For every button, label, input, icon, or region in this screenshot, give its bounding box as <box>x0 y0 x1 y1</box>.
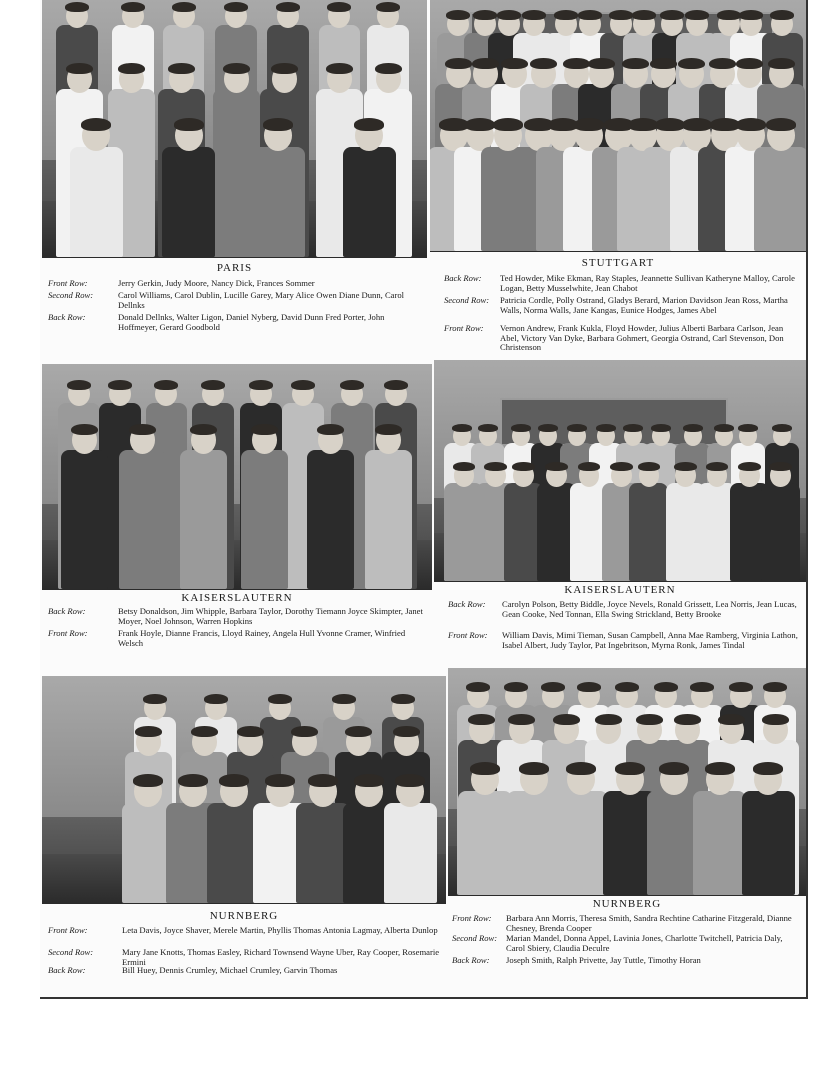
student-figure <box>761 464 800 582</box>
row-names: Frank Hoyle, Dianne Francis, Lloyd Rainey, Angela Hull Yvonne Cramer, Winfried Welsch <box>118 628 406 648</box>
row-names: Joseph Smith, Ralph Privette, Jay Tuttle, Timothy Horan <box>506 955 701 965</box>
student-figure <box>162 120 215 258</box>
row-names: Betsy Donaldson, Jim Whipple, Barbara Taylor, Dorothy Tiemann Joyce Skimpter, Janet Moyer, Noel Johnson, Warren Hopkins <box>118 606 423 626</box>
caption-title: STUTTGART <box>581 257 655 269</box>
row-label: Front Row: <box>448 630 488 640</box>
row-label: Back Row: <box>448 599 486 609</box>
row-label: Front Row: <box>48 628 88 638</box>
row-label: Second Row: <box>48 290 94 300</box>
student-figure <box>307 426 355 590</box>
caption-front-row <box>48 926 443 946</box>
student-figure <box>241 426 289 590</box>
student-figure <box>629 464 668 582</box>
student-figure <box>742 764 795 896</box>
row-names: Leta Davis, Joyce Shaver, Merele Martin, Phyllis Thomas Antonia Lagmay, Alberta Dunlop <box>122 925 438 935</box>
row-label: Back Row: <box>48 312 86 322</box>
caption-second-row <box>452 934 804 954</box>
caption-front-row <box>48 629 433 649</box>
class-photo-kaiserslautern-1 <box>42 364 432 590</box>
student-figure <box>555 764 608 896</box>
student-figure <box>458 764 511 896</box>
caption-back-row <box>48 966 443 978</box>
class-photo-nurnberg-1 <box>42 676 446 904</box>
class-photo-nurnberg-2 <box>448 668 806 896</box>
student-figure <box>61 426 109 590</box>
row-label: Front Row: <box>48 278 88 288</box>
student-figure <box>251 120 304 258</box>
student-figure <box>70 120 123 258</box>
student-figure <box>343 120 396 258</box>
row-label: Back Row: <box>48 606 86 616</box>
row-label: Front Row: <box>452 913 492 923</box>
caption-title: NURNBERG <box>592 898 662 910</box>
student-figure <box>693 764 746 896</box>
row-names: Mary Jane Knotts, Thomas Easley, Richard Townsend Wayne Uber, Ray Cooper, Rosemarie Ermini <box>122 947 440 967</box>
caption-second-row <box>48 291 428 311</box>
row-label: Back Row: <box>444 273 482 283</box>
caption-second-row <box>444 296 804 326</box>
row-label: Second Row: <box>48 947 94 957</box>
caption-front-row <box>48 279 428 289</box>
student-figure <box>180 426 228 590</box>
row-label: Back Row: <box>48 965 86 975</box>
row-label: Back Row: <box>452 955 490 965</box>
row-names: William Davis, Mimi Tieman, Susan Campbell, Anna Mae Ramberg, Virginia Lathon, Isabel Albert, Judy Taylor, Pat Ingebritson, Myrna Ronk, James Tindal <box>502 630 798 650</box>
caption-front-row <box>448 631 806 661</box>
student-figure <box>365 426 413 590</box>
row-label: Front Row: <box>444 323 484 333</box>
row-names: Jerry Gerkin, Judy Moore, Nancy Dick, Frances Sommer <box>118 278 315 288</box>
student-figure <box>507 764 560 896</box>
student-figure <box>119 426 167 590</box>
row-names: Vernon Andrew, Frank Kukla, Floyd Howder, Julius Alberti Barbara Carlson, Jean Abel, Victory Van Dyke, Barbara Gohmert, Georgia Ostrand, Carl Stevenson, Don Christenson <box>500 323 784 353</box>
caption-back-row <box>48 313 428 333</box>
row-label: Second Row: <box>452 933 498 943</box>
caption-back-row <box>448 600 806 630</box>
row-label: Front Row: <box>48 925 88 935</box>
row-names: Barbara Ann Morris, Theresa Smith, Sandra Rechtine Catharine Fitzgerald, Dianne Chesney, Brenda Cooper <box>506 913 792 933</box>
caption-title: NURNBERG <box>209 910 279 922</box>
caption-back-row <box>444 274 804 294</box>
student-figure <box>207 776 260 904</box>
class-photo-stuttgart <box>430 0 806 252</box>
row-names: Patricia Cordle, Polly Ostrand, Gladys Berard, Marion Davidson Jean Ross, Martha Walls, Norma Walls, Jane Kangas, Eunice Hodges, James Abel <box>500 295 788 315</box>
caption-front-row <box>444 324 804 354</box>
caption-title: KAISERSLAUTERN <box>564 584 676 596</box>
row-names: Bill Huey, Dennis Crumley, Michael Crumley, Garvin Thomas <box>122 965 338 975</box>
caption-back-row <box>48 607 433 627</box>
caption-title: KAISERSLAUTERN <box>181 592 293 604</box>
caption-front-row <box>452 914 804 934</box>
class-photo-paris <box>42 0 427 258</box>
row-names: Carol Williams, Carol Dublin, Lucille Garey, Mary Alice Owen Diane Dunn, Carol Dellnks <box>118 290 405 310</box>
student-figure <box>754 120 806 252</box>
row-names: Donald Dellnks, Walter Ligon, Daniel Nyberg, David Dunn Fred Porter, John Hoffmeyer, Gerard Goodbold <box>118 312 385 332</box>
row-names: Ted Howder, Mike Ekman, Ray Staples, Jeannette Sullivan Katheryne Malloy, Carole Logan, Betty Musselwhite, Jean Chabot <box>500 273 795 293</box>
row-label: Second Row: <box>444 295 490 305</box>
caption-back-row <box>452 956 804 968</box>
class-photo-kaiserslautern-2 <box>434 360 806 582</box>
row-names: Carolyn Polson, Betty Biddle, Joyce Nevels, Ronald Grissett, Lea Norris, Jean Lucas, Gean Cooke, Ned Tonnan, Ella Swing Strickland, Betty Brooke <box>502 599 797 619</box>
student-figure <box>384 776 437 904</box>
caption-title: PARIS <box>216 262 253 274</box>
row-names: Marian Mandel, Donna Appel, Lavinia Jones, Charlotte Twitchell, Patricia Daly, Carol Sbiery, Claudia Deculre <box>506 933 783 953</box>
